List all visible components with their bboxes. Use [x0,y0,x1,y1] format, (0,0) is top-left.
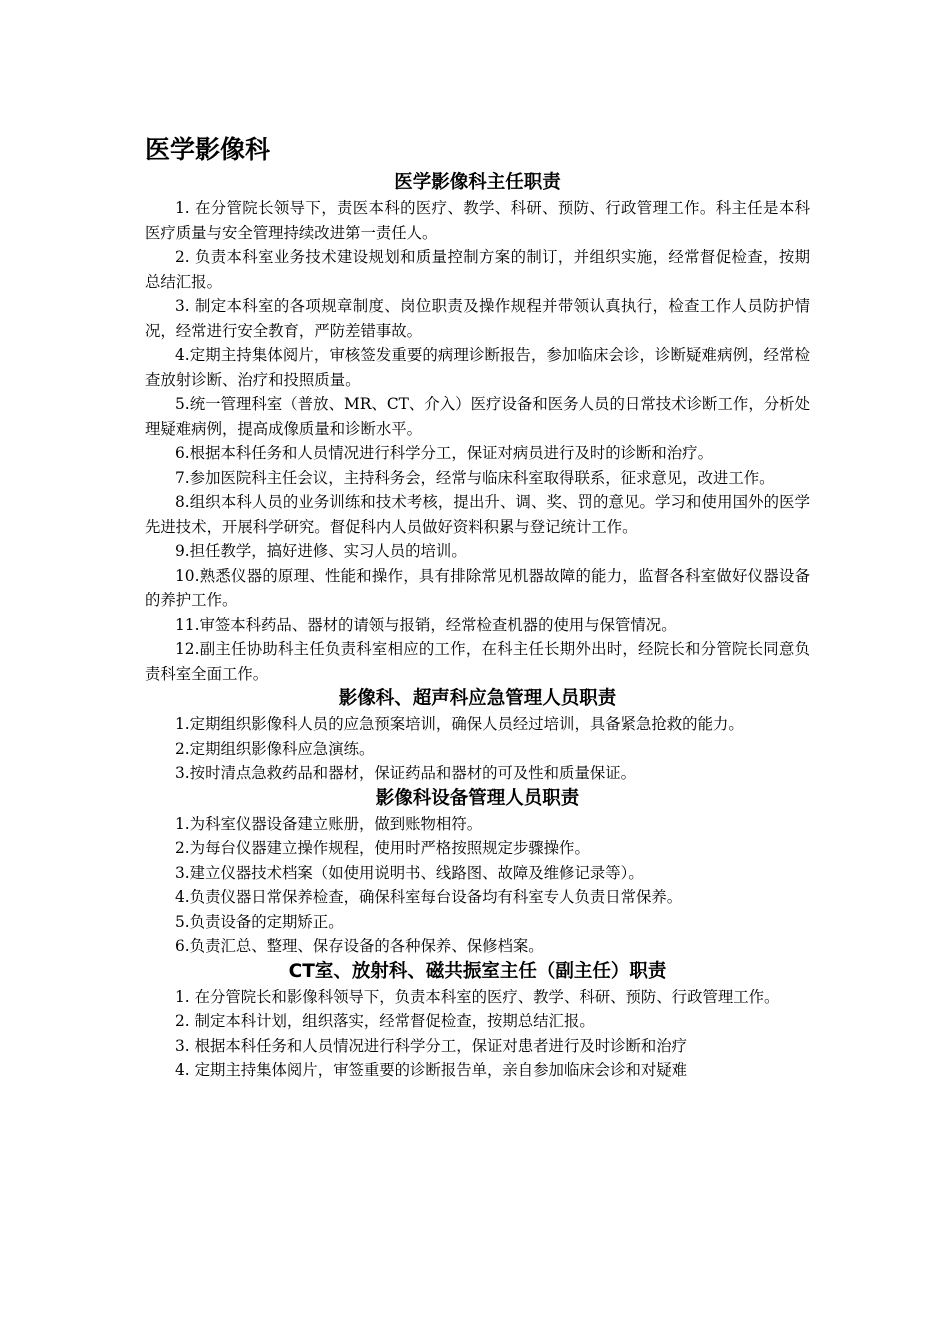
document-page [145,132,810,1083]
duty-item: 2. 制定本科计划，组织落实，经常督促检查，按期总结汇报。 [175,1012,595,1030]
duty-item: 1. 在分管院长和影像科领导下，负责本科室的医疗、教学、科研、预防、行政管理工作。 [175,987,780,1006]
section-heading: 影像科设备管理人员职责 [375,787,580,809]
duty-item: 1.为科室仪器设备建立账册，做到账物相符。 [175,814,483,833]
section-equipment-duties [145,786,810,959]
duty-item: 4. 定期主持集体阅片，审签重要的诊断报告单，亲自参加临床会诊和对疑难 [175,1061,688,1079]
duty-item: 1.定期组织影像科人员的应急预案培训，确保人员经过培训，具备紧急抢救的能力。 [175,715,744,733]
duty-item: 4.负责仪器日常保养检查，确保科室每台设备均有科室专人负责日常保养。 [175,888,683,906]
document-title: 医学影像科 [145,135,271,164]
duty-item: 2. 负责本科室业务技术建设规划和质量控制方案的制订，并组织实施，经常督促检查，按期总结汇报。 [145,248,810,291]
section-heading: CT室、放射科、磁共振室主任（副主任）职责 [288,960,667,982]
duty-item: 6.负责汇总、整理、保存设备的各种保养、保修档案。 [175,937,544,955]
duty-item: 10.熟悉仪器的原理、性能和操作，具有排除常见机器故障的能力，监督各科室做好仪器设备的养护工作。 [145,566,810,609]
section-emergency-duties [145,686,810,786]
duty-item: 3.按时清点急救药品和器材，保证药品和器材的可及性和质量保证。 [175,764,637,782]
duty-item: 7.参加医院科主任会议，主持科务会，经常与临床科室取得联系，征求意见，改进工作。 [175,468,775,487]
duty-item: 1. 在分管院长领导下，责医本科的医疗、教学、科研、预防、行政管理工作。科主任是本科医疗质量与安全管理持续改进第一责任人。 [145,199,810,242]
duty-item: 3. 制定本科室的各项规章制度、岗位职责及操作规程并带领认真执行，检查工作人员防护情况，经常进行安全教育，严防差错事故。 [145,297,810,340]
duty-item: 6.根据本科任务和人员情况进行科学分工，保证对病员进行及时的诊断和治疗。 [175,444,713,462]
duty-item: 4.定期主持集体阅片，审核签发重要的病理诊断报告，参加临床会诊，诊断疑难病例，经常检查放射诊断、治疗和投照质量。 [145,346,810,389]
section-ct-radiology-mri-director-duties [145,959,810,1083]
duty-item: 3.建立仪器技术档案（如使用说明书、线路图、故障及维修记录等）。 [175,863,644,882]
duty-item: 8.组织本科人员的业务训练和技术考核，提出升、调、奖、罚的意见。学习和使用国外的医学先进技术，开展科学研究。督促科内人员做好资料积累与登记统计工作。 [145,493,810,536]
duty-item: 2.为每台仪器建立操作规程，使用时严格按照规定步骤操作。 [175,839,590,857]
duty-item: 12.副主任协助科主任负责科室相应的工作，在科主任长期外出时，经院长和分管院长同意负责科室全面工作。 [145,640,810,683]
duty-item: 5.负责设备的定期矫正。 [175,912,344,931]
duty-item: 9.担任教学，搞好进修、实习人员的培训。 [175,542,467,560]
duty-item: 11.审签本科药品、器材的请领与报销，经常检查机器的使用与保管情况。 [175,615,677,634]
section-director-duties [145,170,810,686]
duty-item: 3. 根据本科任务和人员情况进行科学分工，保证对患者进行及时诊断和治疗 [175,1036,688,1055]
duty-item: 2.定期组织影像科应急演练。 [175,739,375,758]
section-heading: 医学影像科主任职责 [394,172,561,193]
duty-item: 5.统一管理科室（普放、MR、CT、介入）医疗设备和医务人员的日常技术诊断工作，分析处理疑难病例，提高成像质量和诊断水平。 [145,395,810,438]
section-heading: 影像科、超声科应急管理人员职责 [338,688,617,709]
